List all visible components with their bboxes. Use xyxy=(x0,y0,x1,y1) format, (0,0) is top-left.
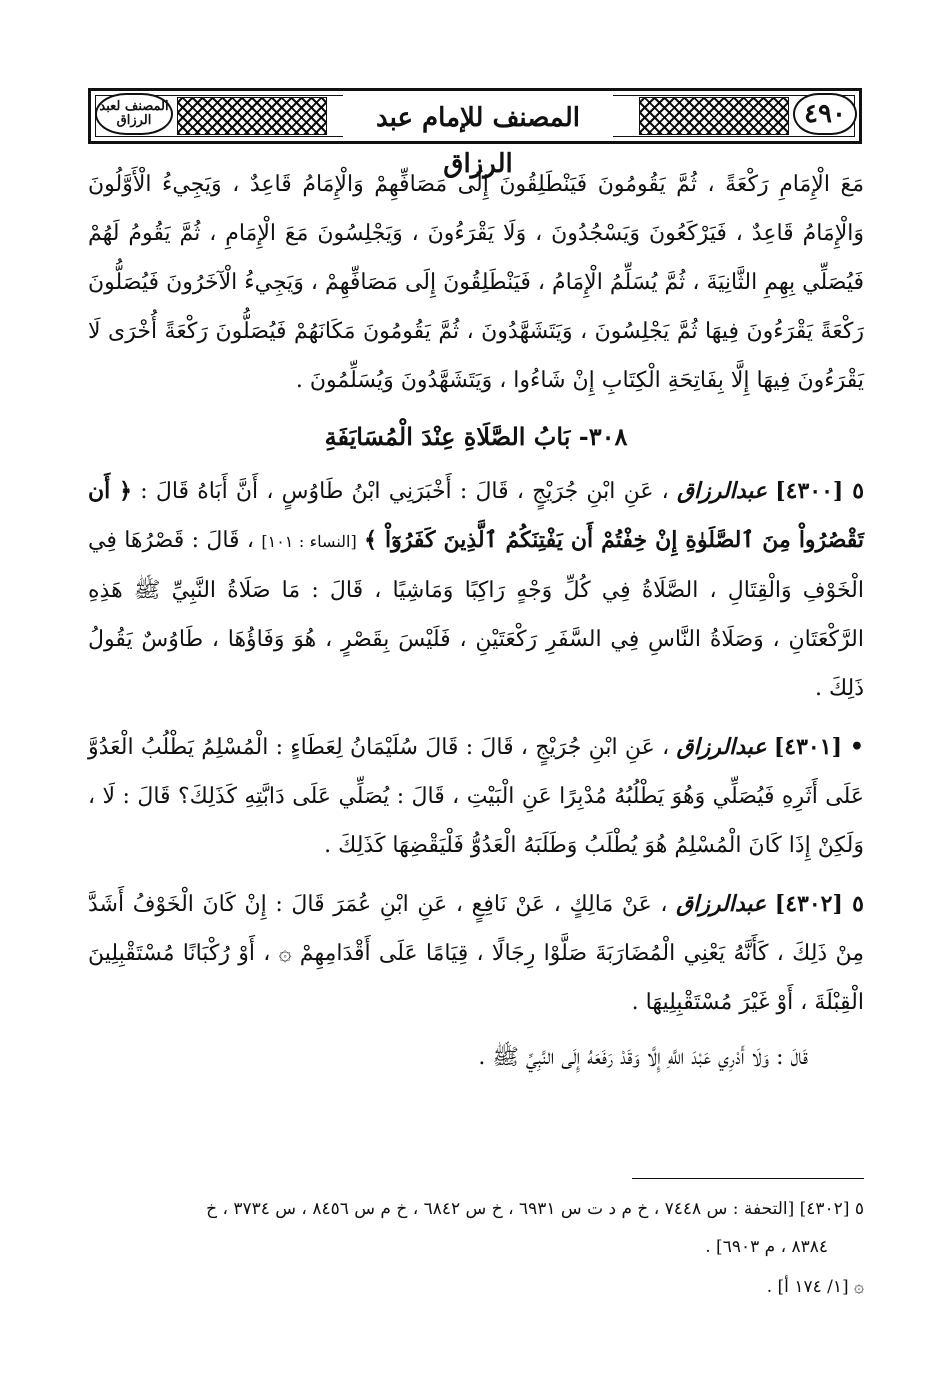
section-heading: ٣٠٨- بَابُ الصَّلَاةِ عِنْدَ الْمُسَايَفَةِ xyxy=(324,422,628,451)
hadith-4302 xyxy=(88,880,864,1027)
footnote-divider xyxy=(632,1178,864,1179)
hadith-text: ، عَنِ ابْنِ جُرَيْجٍ ، قَالَ : أَخْبَرَنِي ابْنُ طَاوُسٍ ، أَنَّ أَبَاهُ قَالَ : xyxy=(140,479,669,504)
page-header xyxy=(88,88,862,179)
hadith-number: • [٤٣٠١] xyxy=(773,734,864,760)
page-number: ٤٩٠ xyxy=(793,93,857,135)
hadith-number: ٥ [٤٣٠٠] xyxy=(775,478,865,504)
hadith-number: ٥ [٤٣٠٢] xyxy=(774,891,864,917)
hadith-4302-closing: قَالَ : وَلَا أَدْرِي عَبْدَ اللَّهِ إِلَّا وَقَدْ رَفَعَهُ إِلَى النَّبِيِّ ﷺ . xyxy=(478,1045,808,1070)
footnote-line: ٨٣٨٤ ، م ٦٩٠٣] . xyxy=(705,1237,828,1257)
book-seal: المصنف لعبد الرزاق xyxy=(95,93,173,135)
footnotes xyxy=(88,1190,864,1306)
quran-verse: ﴿ أَن تَقْصُرُواْ مِنَ ٱلصَّلَوٰةِ إِنْ خِفْتُمْ أَن يَفْتِنَكُمُ ٱلَّذِينَ كَفَرُوٓاْ ﴾ xyxy=(88,478,865,553)
quran-reference: [النساء : ١٠١] xyxy=(261,532,357,551)
narrator-name: عبدالرزاق xyxy=(676,891,767,917)
header-ornament-left xyxy=(177,97,327,135)
hadith-4301 xyxy=(88,723,864,870)
hadith-text-continued: ، قَالَ : قَصْرُهَا فِي الْخَوْفِ وَالْقِتَالِ ، الصَّلَاةُ فِي كُلِّ وَجْهٍ رَاكِبًا وَمَاشِيًا ، قَالَ : مَا صَلَاةُ النَّبِيِّ ﷺ هَذِهِ الرَّكْعَتَانِ ، وَصَلَاةُ النَّاسِ فِي السَّفَرِ رَكْعَتَيْنِ ، فَلَيْسَ بِقَصْرٍ ، هُوَ وَفَاؤُهَا ، طَاوُسٌ يَقُولُ ذَلِكَ . xyxy=(88,528,864,701)
hadith-text: ، عَنْ مَالِكٍ ، عَنْ نَافِعٍ ، عَنِ ابْنِ عُمَرَ قَالَ : إِنْ كَانَ الْخَوْفُ أَشَدَّ مِنْ ذَلِكَ ، كَأَنَّهُ يَعْنِي الْمُضَارَبَةَ صَلَّوْا رِجَالًا ، قِيَامًا عَلَى أَقْدَامِهِمْ ۞ ، أَوْ رُكْبَانًا مُسْتَقْبِلِينَ الْقِبْلَةَ ، أَوْ غَيْرَ مُسْتَقْبِلِيهَا . xyxy=(88,892,864,1015)
header-ornament-right xyxy=(639,97,789,135)
footnote-line: ۞ [١/ ١٧٤ أ] . xyxy=(766,1277,864,1297)
footnote-line: ٥ [٤٣٠٢] [التحفة : س ٧٤٤٨ ، خ م د ت س ٦٩٣١ ، خ س ٦٨٤٢ ، خ م س ٨٤٥٦ ، س ٣٧٣٤ ، خ xyxy=(206,1199,864,1219)
hadith-4300 xyxy=(88,467,864,713)
hadith-text: ، عَنِ ابْنِ جُرَيْجٍ ، قَالَ : قَالَ سُلَيْمَانُ لِعَطَاءٍ : الْمُسْلِمُ يَطْلُبُ الْعَدُوَّ عَلَى أَثَرِهِ فَيُصَلِّي وَهُوَ يَطْلُبُهُ مُدْبِرًا عَنِ الْبَيْتِ ، قَالَ : يُصَلِّي عَلَى دَابَّتِهِ كَذَلِكَ؟ قَالَ : لَا ، وَلَكِنْ إِذَا كَانَ الْمُسْلِمُ هُوَ يُطْلَبُ وَطَلَبَهُ الْعَدُوُّ فَلْيَقْضِهَا كَذَلِكَ . xyxy=(88,735,864,858)
narrator-name: عبدالرزاق xyxy=(676,478,768,504)
page-body xyxy=(88,160,864,1082)
narrator-name: عبدالرزاق xyxy=(676,734,767,760)
running-title: المصنف للإمام عبد الرزاق xyxy=(343,95,613,141)
paragraph-continuation: مَعَ الْإِمَامِ رَكْعَةً ، ثُمَّ يَقُومُونَ فَيَنْطَلِقُونَ إِلَى مَصَافِّهِمْ وَالْإِمَامُ قَاعِدٌ ، وَيَجِيءُ الْأَوَّلُونَ وَالْإِمَامُ قَاعِدٌ ، فَيَرْكَعُونَ وَيَسْجُدُونَ ، وَلَا يَقْرَءُونَ ، وَيَجْلِسُونَ مَعَ الْإِمَامِ ، ثُمَّ يَقُومُ لَهُمْ فَيُصَلِّي بِهِمِ الثَّانِيَةَ ، ثُمَّ يُسَلِّمُ الْإِمَامُ ، فَيَنْطَلِقُونَ إِلَى مَصَافِّهِمْ ، وَيَجِيءُ الْآخَرُونَ فَيُصَلُّونَ رَكْعَةً يَقْرَءُونَ فِيهَا ثُمَّ يَجْلِسُونَ ، وَيَتَشَهَّدُونَ ، ثُمَّ يَقُومُونَ مَكَانَهُمْ فَيُصَلُّونَ رَكْعَةً أُخْرَى لَا يَقْرَءُونَ فِيهَا إِلَّا بِفَاتِحَةِ الْكِتَابِ إِنْ شَاءُوا ، وَيَتَشَهَّدُونَ وَيُسَلِّمُونَ . xyxy=(88,172,865,393)
